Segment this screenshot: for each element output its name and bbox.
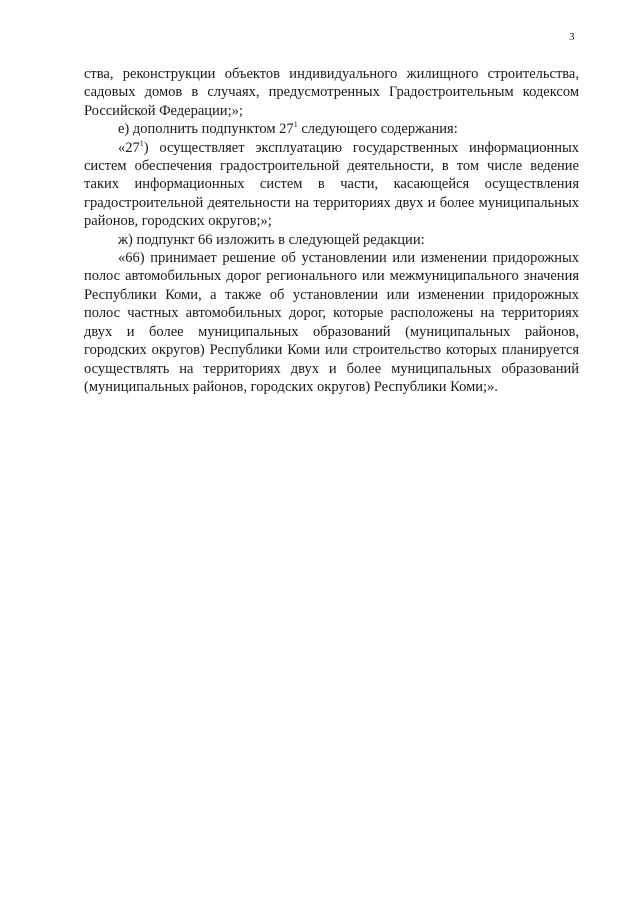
subitem-27-1-open: «27 bbox=[118, 139, 140, 156]
item-e-superscript: 1 bbox=[293, 120, 298, 130]
document-body bbox=[84, 65, 579, 396]
subitem-27-1-superscript: 1 bbox=[139, 138, 144, 148]
page-number: 3 bbox=[569, 31, 575, 43]
subitem-27-1-text: ) осуществляет эксплуатацию государственных информационных систем обеспечения градостроительной деятельности, в том числе ведение таких информационных систем в части, касающейся осуществления градостроительной деятельности на территориях двух и более муниципальных районов, городских округов;»; bbox=[84, 139, 579, 230]
paragraph-item-zh: ж) подпункт 66 изложить в следующей редакции: bbox=[118, 231, 425, 248]
paragraph-construction-continuation: ства, реконструкции объектов индивидуального жилищного строительства, садовых домов в случаях, предусмотренных Градостроительным кодексом Российской Федерации;»; bbox=[84, 66, 579, 119]
paragraph-subitem-27-1 bbox=[84, 139, 579, 231]
item-e-text: е) дополнить подпунктом 27 bbox=[118, 121, 294, 138]
item-e-text-end: следующего содержания: bbox=[297, 121, 458, 138]
paragraph-subitem-66: «66) принимает решение об установлении или изменении придорожных полос автомобильных дорог регионального или межмуниципального значения Республики Коми, а также об установлении или изменении придорожных полос частных автомобильных дорог, которые расположены на территориях двух и более муниципальных образований (муниципальных районов, городских округов) Республики Коми или строительство которых планируется осуществлять на территориях двух и более муниципальных образований (муниципальных районов, городских округов) Республики Коми;». bbox=[84, 250, 579, 395]
paragraph-item-e bbox=[84, 120, 579, 138]
